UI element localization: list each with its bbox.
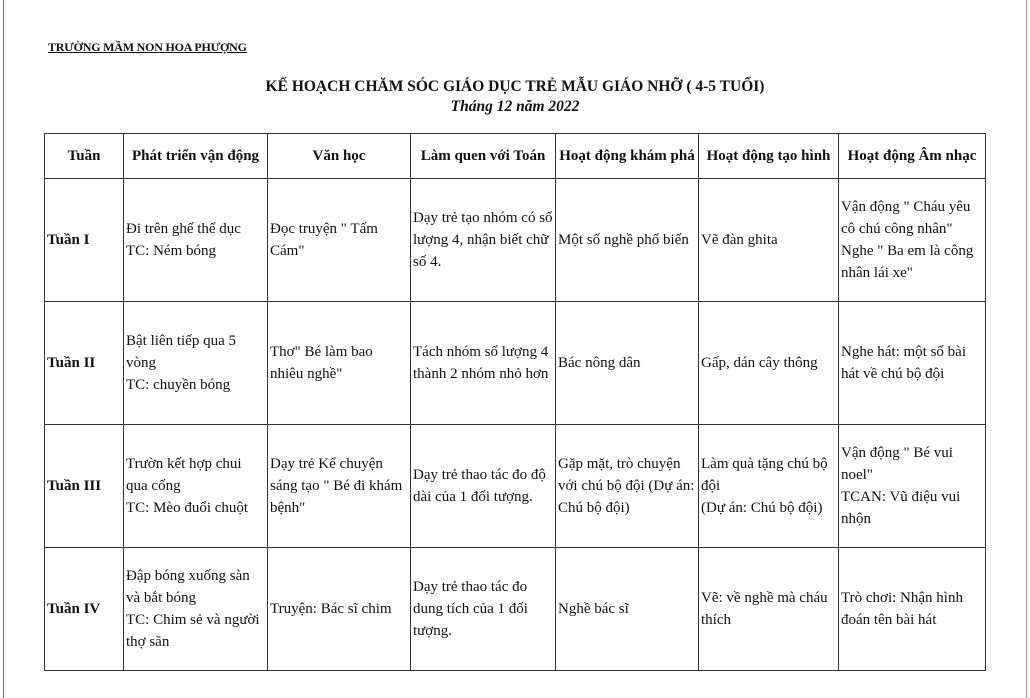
table-cell: Trò chơi: Nhận hình đoán tên bài hát xyxy=(839,548,986,671)
table-row xyxy=(45,425,986,548)
table-header-row xyxy=(45,134,986,179)
table-cell: Vận động " Cháu yêu cô chú công nhân" Nghe " Ba em là công nhân lái xe" xyxy=(839,179,986,302)
header-cell: Hoạt động khám phá xyxy=(556,134,699,179)
header-cell: Phát triển vận động xyxy=(124,134,268,179)
table-cell: Dạy trẻ thao tác đo dung tích của 1 đối tượng. xyxy=(411,548,556,671)
table-row xyxy=(45,548,986,671)
table-cell: Đi trên ghế thể dục TC: Ném bóng xyxy=(124,179,268,302)
table-cell: Truyện: Bác sĩ chim xyxy=(268,548,411,671)
table-cell: Gặp mặt, trò chuyện với chú bộ đội (Dự án: Chú bộ đội) xyxy=(556,425,699,548)
table-row xyxy=(45,179,986,302)
table-cell: Đập bóng xuống sàn và bắt bóng TC: Chim sẻ và người thợ săn xyxy=(124,548,268,671)
week-cell: Tuần I xyxy=(45,179,124,302)
table-row xyxy=(45,302,986,425)
table-cell: Nghề bác sĩ xyxy=(556,548,699,671)
table-cell: Thơ" Bé làm bao nhiêu nghề" xyxy=(268,302,411,425)
document-title: KẾ HOẠCH CHĂM SÓC GIÁO DỤC TRẺ MẪU GIÁO NHỠ ( 4-5 TUỔI) xyxy=(265,78,765,95)
table-cell: Vẽ: về nghề mà cháu thích xyxy=(699,548,839,671)
table-cell: Gấp, dán cây thông xyxy=(699,302,839,425)
header-cell: Hoạt động Âm nhạc xyxy=(839,134,986,179)
table-cell: Nghe hát: một số bài hát về chú bộ đội xyxy=(839,302,986,425)
table-cell: Bật liên tiếp qua 5 vòng TC: chuyền bóng xyxy=(124,302,268,425)
table-cell: Tách nhóm số lượng 4 thành 2 nhóm nhỏ hơn xyxy=(411,302,556,425)
table-cell: Dạy trẻ tạo nhóm có số lượng 4, nhận biết chữ số 4. xyxy=(411,179,556,302)
plan-table xyxy=(44,133,986,671)
table-cell: Vận động " Bé vui noel" TCAN: Vũ điệu vui nhộn xyxy=(839,425,986,548)
header-cell: Hoạt động tạo hình xyxy=(699,134,839,179)
table-cell: Một số nghề phổ biến xyxy=(556,179,699,302)
document-subtitle: Tháng 12 năm 2022 xyxy=(450,98,580,115)
week-cell: Tuần IV xyxy=(45,548,124,671)
week-cell: Tuần II xyxy=(45,302,124,425)
header-cell: Văn học xyxy=(268,134,411,179)
table-cell: Đọc truyện " Tấm Cám" xyxy=(268,179,411,302)
table-cell: Bác nông dân xyxy=(556,302,699,425)
table-cell: Vẽ đàn ghita xyxy=(699,179,839,302)
table-cell: Trườn kết hợp chui qua cống TC: Mèo đuổi chuột xyxy=(124,425,268,548)
table-cell: Dạy trẻ thao tác đo độ dài của 1 đối tượng. xyxy=(411,425,556,548)
header-cell: Làm quen với Toán xyxy=(411,134,556,179)
table-cell: Dạy trẻ Kể chuyện sáng tạo " Bé đi khám bệnh" xyxy=(268,425,411,548)
week-cell: Tuần III xyxy=(45,425,124,548)
school-name: TRƯỜNG MẦM NON HOA PHƯỢNG xyxy=(48,40,247,54)
header-cell: Tuần xyxy=(45,134,124,179)
table-cell: Làm quà tặng chú bộ đội (Dự án: Chú bộ đội) xyxy=(699,425,839,548)
